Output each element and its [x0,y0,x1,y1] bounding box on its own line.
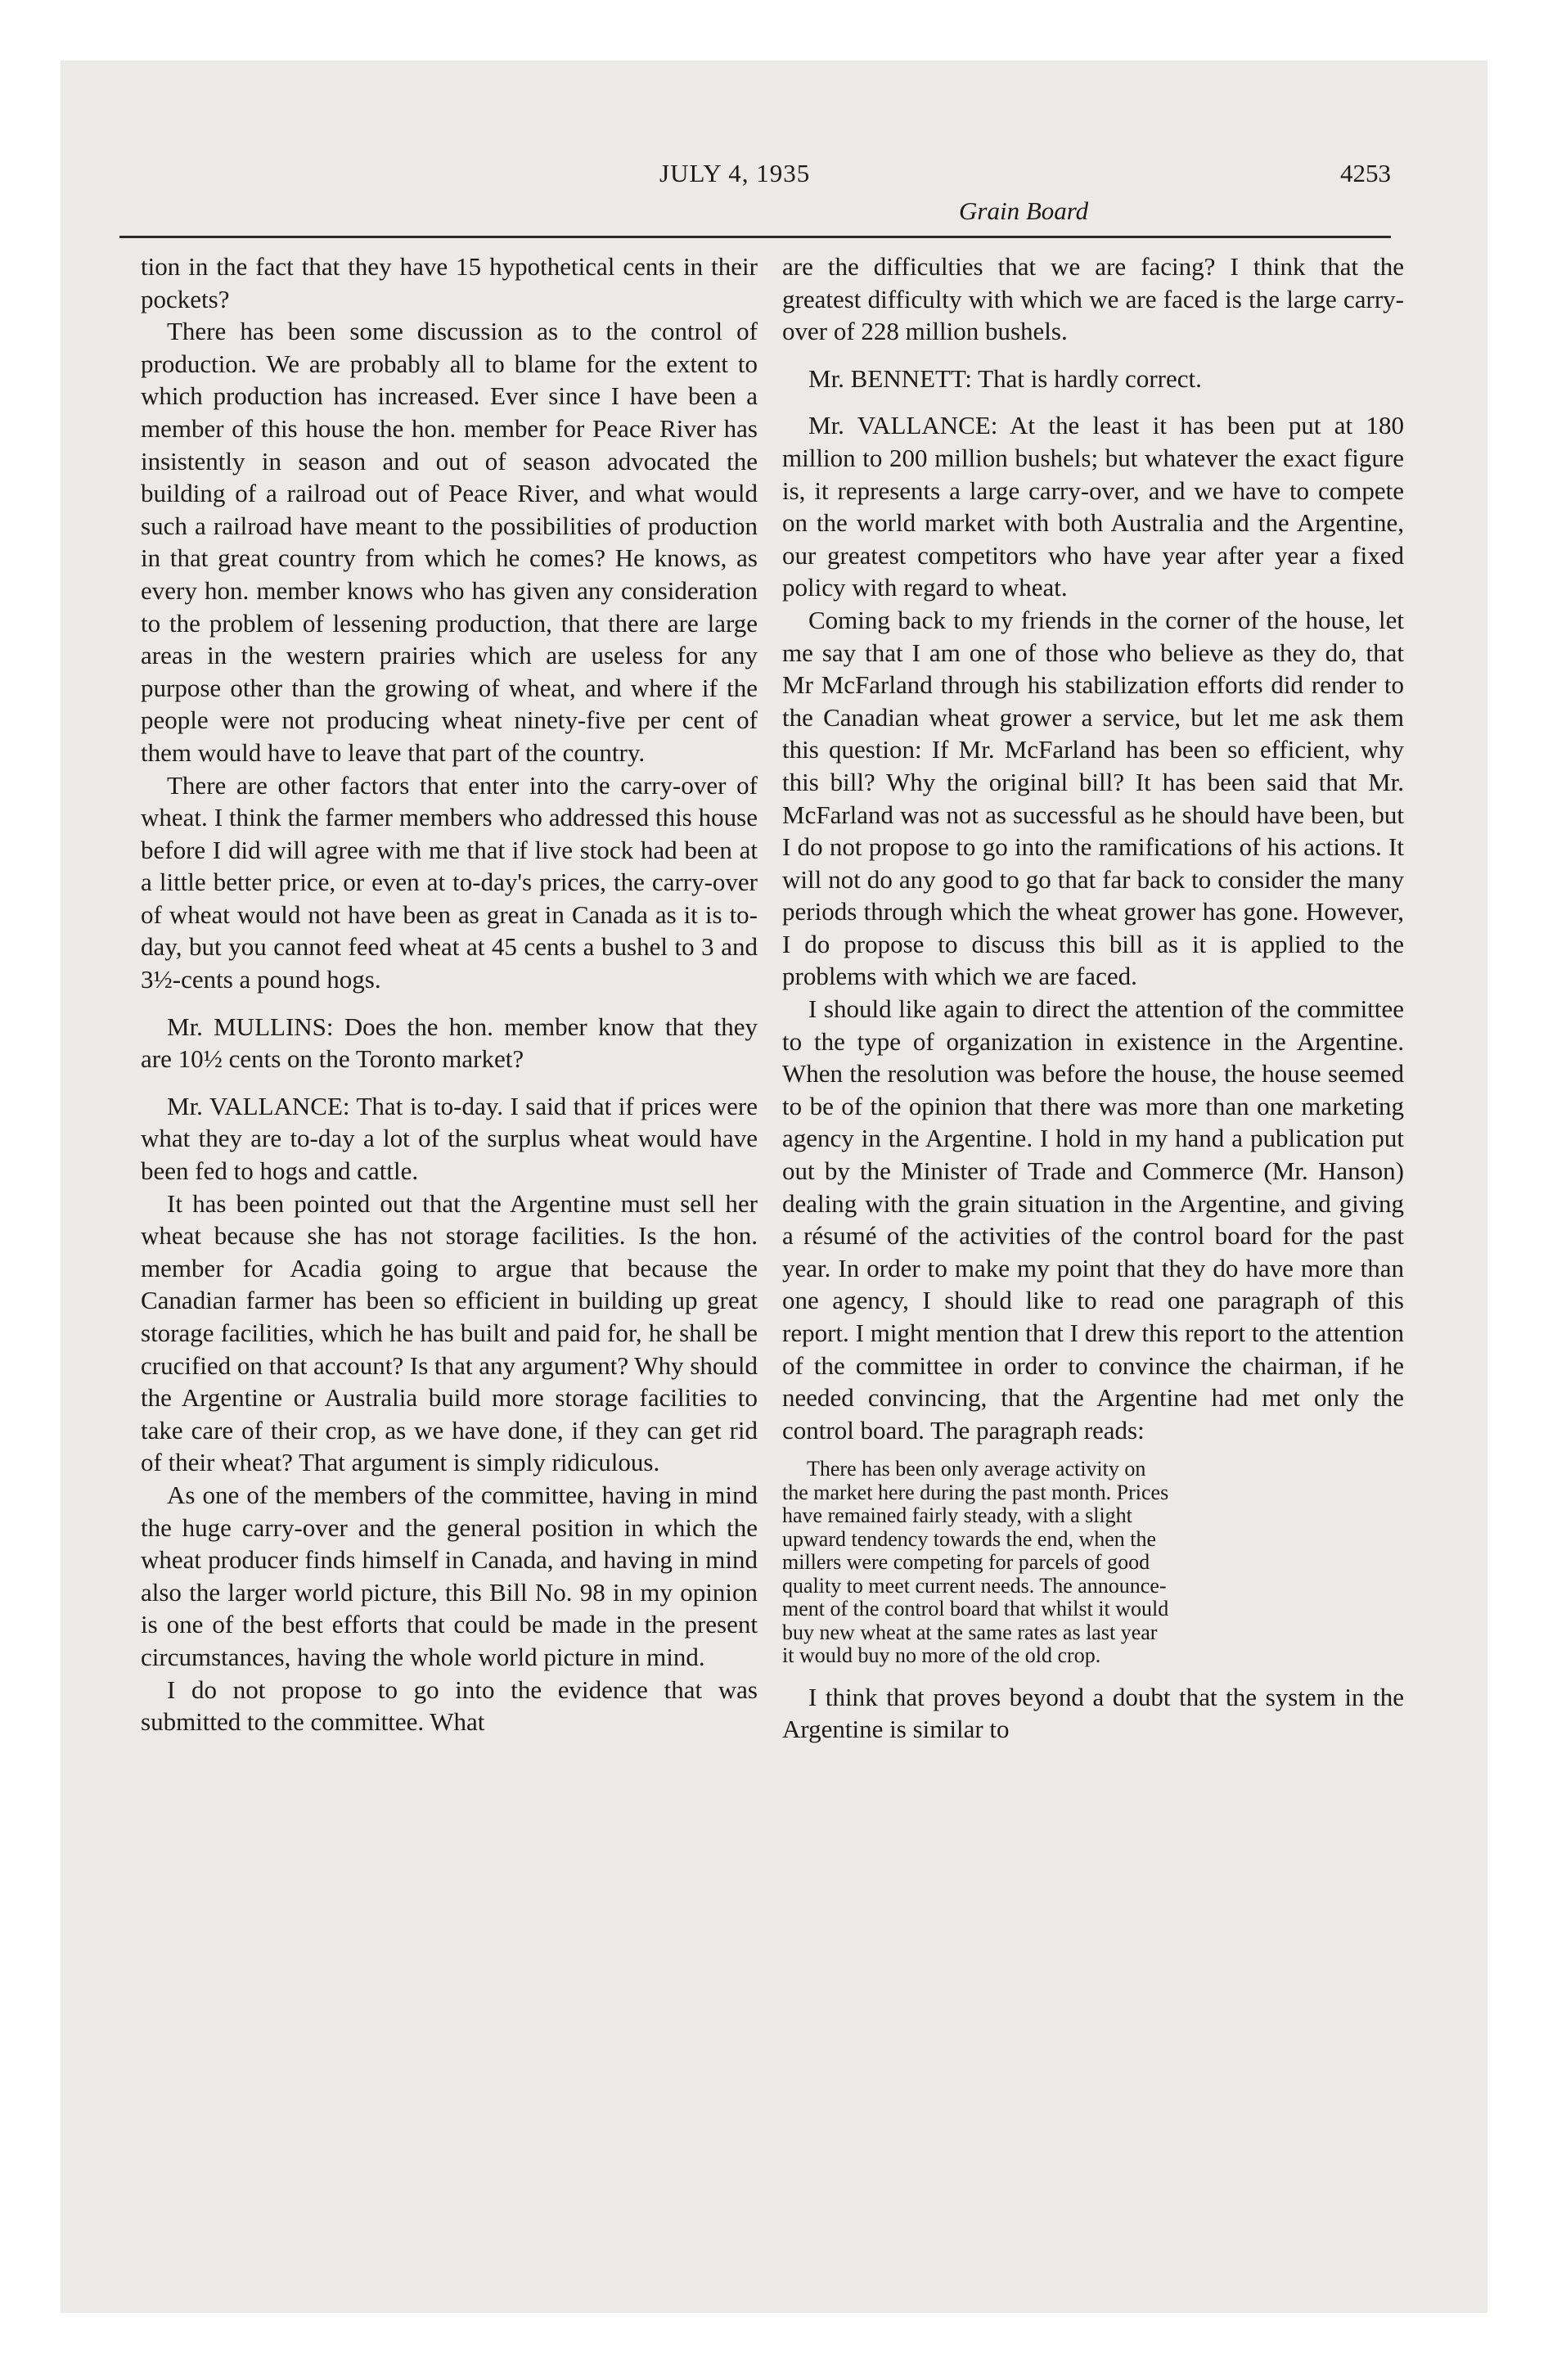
section-title: Grain Board [959,196,1089,225]
closing-paragraph: I think that proves beyond a doubt that the system in the Argentine is similar to [782,1682,1404,1744]
paragraph: I should like again to direct the attention of the committee to the type of organization in existence in the Argentine. When the resolution was before the house, the house seemed to be of the opinion that there was more than one marketing agency in the Argentine. I hold in my hand a publication put out by the Minister of Trade and Commerce (Mr. Hanson) dealing with the grain situation in the Argentine, and giving a résumé of the activities of the control board for the past year. In order to make my point that they do have more than one agency, I should like to read one paragraph of this report. I might mention that I drew this report to the attention of the committee in order to convince the chairman, if he needed convincing, that the Argentine had met only the control board. The paragraph reads: [782,994,1404,1445]
quote-line: it would buy no more of the old crop. [782,1643,1101,1668]
header-date: JULY 4, 1935 [659,159,811,187]
quote-line: millers were competing for parcels of good [782,1550,1150,1575]
speech-paragraph: Mr. VALLANCE: That is to-day. I said that if prices were what they are to-day a lot of the surplus wheat would have been fed to hogs and cattle. [141,1091,758,1186]
paragraph: I do not propose to go into the evidence that was submitted to the committee. What [141,1675,758,1737]
speech-paragraph: Mr. BENNETT: That is hardly correct. [808,363,1202,393]
left-column [141,250,758,1738]
quote-line: quality to meet current needs. The announce- [782,1573,1167,1598]
paragraph: are the difficulties that we are facing? I think that the greatest difficulty with which we are faced is the large carry-over of 228 million bushels. [782,252,1404,346]
quote-line: the market here during the past month. Prices [782,1480,1169,1504]
quoted-report-paragraph [782,1458,1404,1668]
paragraph: It has been pointed out that the Argentine must sell her wheat because she has not storage facilities. Is the hon. member for Acadia going to argue that because the Canadian farmer has been so efficient in building up great storage facilities, which he has built and paid for, he shall be crucified on that account? Is that any argument? Why should the Argentine or Australia build more storage facilities to take care of their crop, as we have done, if they can get rid of their wheat? That argument is simply ridiculous. [141,1188,758,1477]
paragraph: tion in the fact that they have 15 hypothetical cents in their pockets? [141,252,758,313]
right-column [782,250,1404,1746]
paragraph: Coming back to my friends in the corner of the house, let me say that I am one of those who believe as they do, that Mr McFarland through his stabilization efforts did render to the Canadian wheat grower a service, but let me ask them this question: If Mr. McFarland has been so efficient, why this bill? Why the original bill? It has been said that Mr. McFarland was not as successful as he should have been, but I do not propose to go into the ramifications of his actions. It will not do any good to go that far back to consider the many periods through which the wheat grower has gone. However, I do propose to discuss this bill as it is applied to the problems with which we are faced. [782,605,1404,991]
quote-line: have remained fairly steady, with a slight [782,1503,1132,1528]
speech-paragraph: Mr. MULLINS: Does the hon. member know that they are 10½ cents on the Toronto market? [141,1012,758,1074]
quote-line: upward tendency towards the end, when the [782,1526,1157,1551]
paragraph: There are other factors that enter into the carry-over of wheat. I think the farmer members who addressed this house before I did will agree with me that if live stock had been at a little better price, or even at to-day's prices, the carry-over of wheat would not have been as great in Canada as it is to-day, but you cannot feed wheat at 45 cents a bushel to 3 and 3½-cents a pound hogs. [141,770,758,994]
page-number: 4253 [1340,159,1391,187]
quote-line: There has been only average activity on [807,1457,1146,1481]
header-rule [119,236,1391,238]
paragraph: As one of the members of the committee, having in mind the huge carry-over and the general position in which the wheat producer finds himself in Canada, and having in mind also the larger world picture, this Bill No. 98 in my opinion is one of the best efforts that could be made in the present circumstances, having the whole world picture in mind. [141,1480,758,1671]
quote-line: ment of the control board that whilst it would [782,1597,1169,1621]
paragraph: There has been some discussion as to the control of production. We are probably all to blame for the extent to which production has increased. Ever since I have been a member of this house the hon. member for Peace River has insistently in season and out of season advocated the building of a railroad out of Peace River, and what would such a railroad have meant to the possibilities of production in that great country from which he comes? He knows, as every hon. member knows who has given any consideration to the problem of lessening production, that there are large areas in the western prairies which are useless for any purpose other than the growing of wheat, and where if the people were not producing wheat ninety-five per cent of them would have to leave that part of the country. [141,317,758,767]
speech-paragraph: Mr. VALLANCE: At the least it has been put at 180 million to 200 million bushels; but whatever the exact figure is, it represents a large carry-over, and we have to compete on the world market with both Australia and the Argentine, our greatest competitors who have year after year a fixed policy with regard to wheat. [782,411,1404,602]
page-header [136,157,1391,223]
quote-line: buy new wheat at the same rates as last year [782,1620,1158,1644]
